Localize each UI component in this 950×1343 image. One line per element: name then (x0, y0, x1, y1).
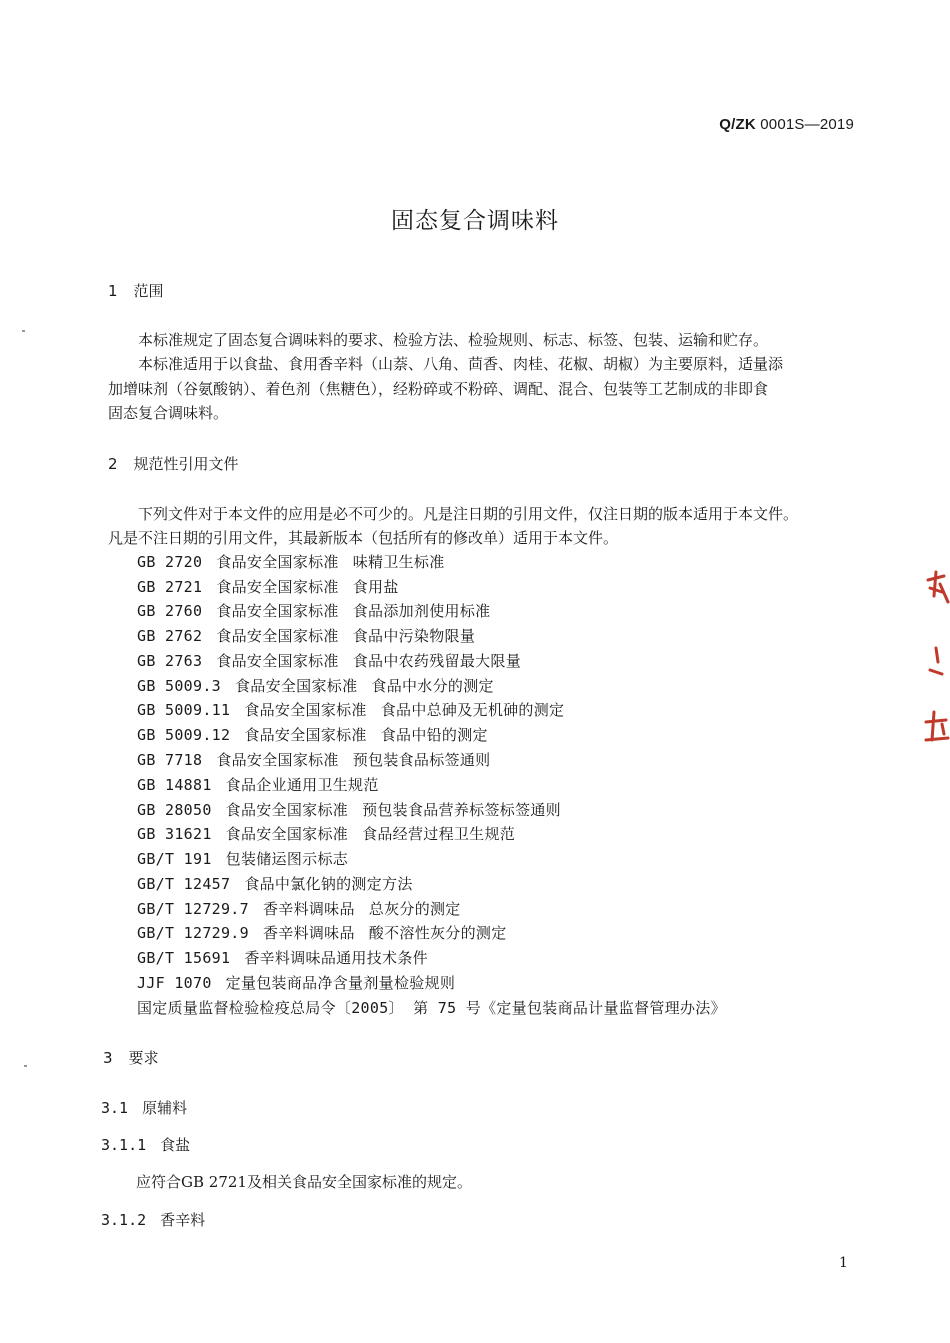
section-3-heading (103, 1047, 159, 1068)
standard-number: 0001S—2019 (760, 116, 854, 133)
reference-item: GB 2720 食品安全国家标准 味精卫生标准 (137, 553, 445, 571)
section-1-paragraph-2-line-3: 固态复合调味料。 (108, 404, 229, 422)
reference-item: JJF 1070 定量包装商品净含量剂量检验规则 (137, 974, 456, 992)
reference-item: GB/T 12729.7 香辛料调味品 总灰分的测定 (137, 900, 461, 918)
reference-item: GB 5009.11 食品安全国家标准 食品中总砷及无机砷的测定 (137, 701, 565, 719)
section-3-1-1-heading (101, 1134, 190, 1155)
reference-item: GB/T 191 包装储运图示标志 (137, 850, 349, 868)
section-2-heading (108, 453, 239, 474)
section-2-number: 2 (108, 455, 118, 473)
seal-stamp-icon (918, 562, 950, 762)
scan-mark (22, 330, 25, 332)
section-3-1-2-number: 3.1.2 (101, 1211, 147, 1229)
reference-item: GB 5009.3 食品安全国家标准 食品中水分的测定 (137, 677, 494, 695)
section-3-1-title: 原辅料 (142, 1099, 188, 1117)
reference-item: GB 7718 食品安全国家标准 预包装食品标签通则 (137, 751, 491, 769)
reference-item: GB 5009.12 食品安全国家标准 食品中铅的测定 (137, 726, 488, 744)
reference-item: GB 2762 食品安全国家标准 食品中污染物限量 (137, 627, 476, 645)
standard-prefix: Q/ZK (719, 116, 756, 133)
document-title: 固态复合调味料 (391, 208, 559, 234)
reference-decree: 国定质量监督检验检疫总局令〔2005〕 第 75 号《定量包装商品计量监督管理办法》 (137, 999, 726, 1017)
reference-item: GB/T 12457 食品中氯化钠的测定方法 (137, 875, 413, 893)
section-3-1-number: 3.1 (101, 1099, 129, 1117)
section-3-1-1-title: 食盐 (160, 1136, 191, 1154)
section-1-paragraph-2-line-2: 加增味剂（谷氨酸钠）、着色剂（焦糖色），经粉碎或不粉碎、调配、混合、包装等工艺制成的非即食 (108, 380, 769, 398)
standard-code (719, 116, 854, 133)
reference-item: GB 2763 食品安全国家标准 食品中农药残留最大限量 (137, 652, 522, 670)
reference-item: GB 2760 食品安全国家标准 食品添加剂使用标准 (137, 602, 491, 620)
section-1-heading (108, 280, 164, 301)
section-3-1-heading (101, 1097, 187, 1118)
section-1-paragraph-2-line-1: 本标准适用于以食盐、食用香辛料（山萘、八角、茴香、肉桂、花椒、胡椒）为主要原料，适量添 (138, 355, 784, 373)
section-2-intro-line-2: 凡是不注日期的引用文件，其最新版本（包括所有的修改单）适用于本文件。 (108, 529, 619, 547)
section-1-number: 1 (108, 282, 118, 300)
section-3-1-1-text: 应符合GB 2721及相关食品安全国家标准的规定。 (136, 1173, 472, 1191)
reference-item: GB 28050 食品安全国家标准 预包装食品营养标签标签通则 (137, 801, 561, 819)
reference-item: GB 31621 食品安全国家标准 食品经营过程卫生规范 (137, 825, 516, 843)
section-3-1-1-number: 3.1.1 (101, 1136, 147, 1154)
reference-item: GB/T 15691 香辛料调味品通用技术条件 (137, 949, 428, 967)
section-3-1-2-title: 香辛料 (160, 1211, 206, 1229)
scan-mark (24, 1065, 27, 1067)
section-1-title: 范围 (133, 282, 164, 300)
section-3-1-2-heading (101, 1209, 205, 1230)
reference-item: GB/T 12729.9 香辛料调味品 酸不溶性灰分的测定 (137, 924, 507, 942)
reference-item: GB 2721 食品安全国家标准 食用盐 (137, 578, 399, 596)
section-1-paragraph-1: 本标准规定了固态复合调味料的要求、检验方法、检验规则、标志、标签、包装、运输和贮存。 (138, 331, 769, 349)
section-2-title: 规范性引用文件 (133, 455, 239, 473)
reference-item: GB 14881 食品企业通用卫生规范 (137, 776, 379, 794)
section-2-intro-line-1: 下列文件对于本文件的应用是必不可少的。凡是注日期的引用文件，仅注日期的版本适用于本文件。 (138, 505, 799, 523)
section-3-number: 3 (103, 1049, 113, 1067)
page-number: 1 (839, 1255, 848, 1271)
section-3-title: 要求 (128, 1049, 159, 1067)
